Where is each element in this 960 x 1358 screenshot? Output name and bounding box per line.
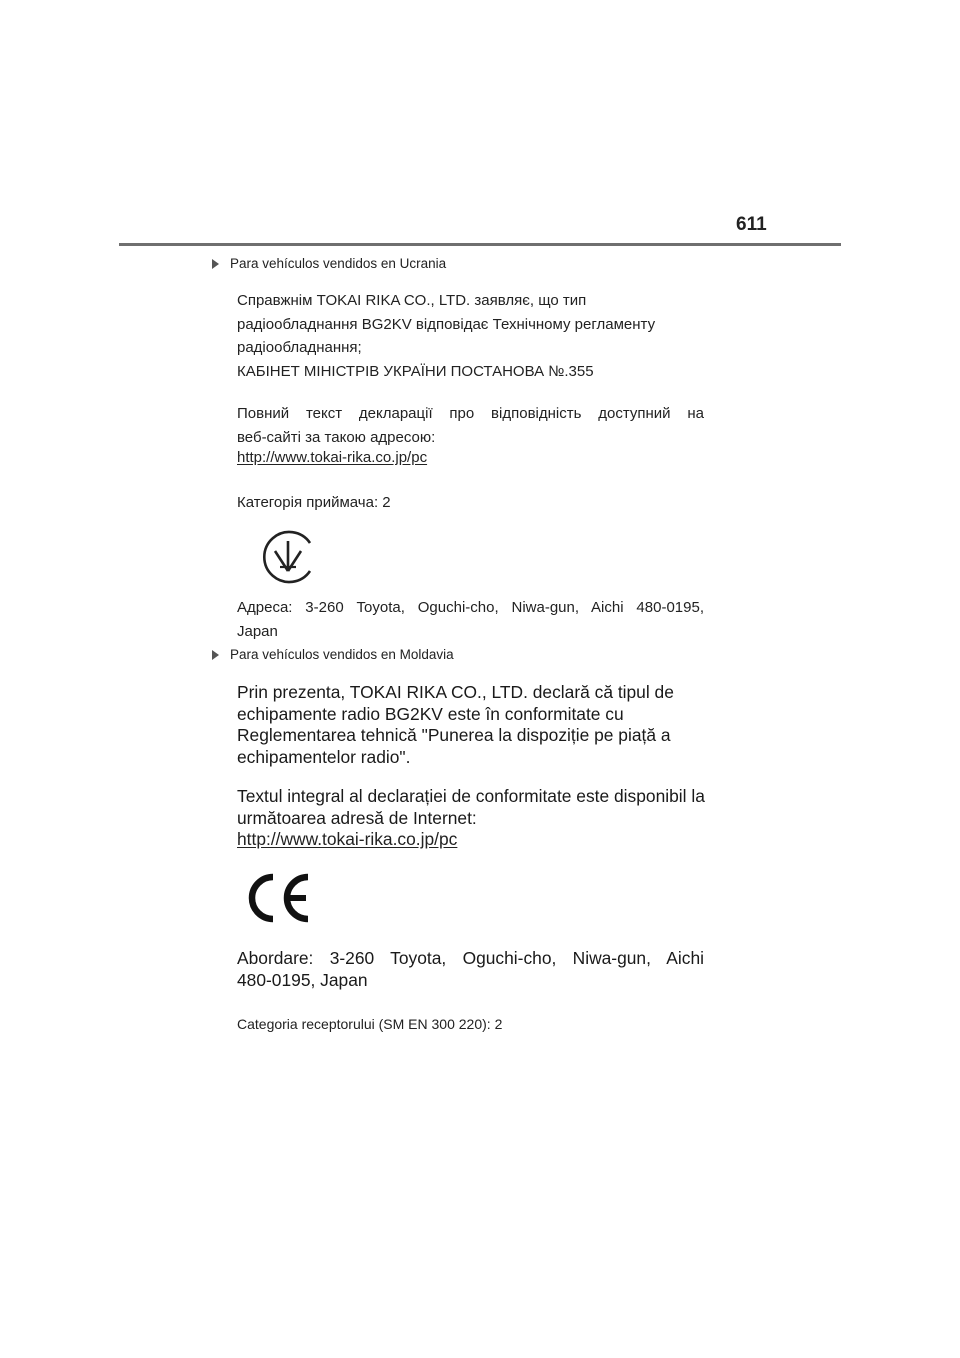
section-heading-ukraine-text: Para vehículos vendidos en Ucrania bbox=[230, 256, 447, 271]
moldova-address-line: Abordare: 3-260 Toyota, Oguchi-cho, Niwa-gun, Aichi bbox=[237, 948, 704, 968]
ukraine-address-line: Адреса: 3-260 Toyota, Oguchi-cho, Niwa-gun, Aichi 480-0195, bbox=[237, 599, 704, 616]
ukraine-declaration-link[interactable]: http://www.tokai-rika.co.jp/pc bbox=[237, 449, 428, 466]
triangle-bullet-icon bbox=[212, 650, 219, 660]
ce-mark-icon bbox=[243, 872, 313, 924]
ukraine-declaration-line: радіообладнання; bbox=[237, 339, 362, 356]
ukraine-fulltext-paragraph bbox=[237, 402, 704, 449]
section-heading-moldova-text: Para vehículos vendidos en Moldavia bbox=[230, 647, 454, 662]
ukraine-conformity-mark-icon bbox=[258, 527, 318, 587]
ukraine-declaration-line: КАБІНЕТ МІНІСТРІВ УКРАЇНИ ПОСТАНОВА №.355 bbox=[237, 362, 594, 380]
ukraine-fulltext-line: Повний текст декларації про відповідність доступний на bbox=[237, 405, 704, 422]
ukraine-declaration-line: Справжнім TOKAI RIKA CO., LTD. заявляє, що тип bbox=[237, 292, 587, 309]
moldova-address bbox=[237, 948, 704, 991]
ukraine-declaration-line: радіообладнання BG2KV відповідає Технічному регламенту bbox=[237, 315, 656, 333]
ukraine-declaration bbox=[237, 289, 655, 383]
header-rule bbox=[119, 243, 841, 246]
moldova-declaration-line: echipamentelor radio". bbox=[237, 746, 411, 767]
moldova-address-line: 480-0195, Japan bbox=[237, 969, 368, 990]
section-heading-moldova bbox=[212, 647, 454, 662]
moldova-declaration-line: echipamente radio BG2KV este în conformitate cu bbox=[237, 703, 624, 724]
moldova-receiver-category: Categoria receptorului (SM EN 300 220): 2 bbox=[237, 1016, 503, 1032]
ukraine-receiver-category: Категорія приймача: 2 bbox=[237, 494, 391, 511]
section-heading-ukraine bbox=[212, 256, 446, 271]
ukraine-fulltext-line: веб-сайті за такою адресою: bbox=[237, 428, 436, 446]
moldova-declaration-line: Prin prezenta, TOKAI RIKA CO., LTD. declară că tipul de bbox=[237, 682, 674, 702]
moldova-declaration-line: Reglementarea tehnică "Punerea la dispoziție pe piață a bbox=[237, 725, 671, 745]
moldova-fulltext-line: Textul integral al declarației de conformitate este disponibil la bbox=[237, 786, 705, 806]
moldova-fulltext-paragraph bbox=[237, 786, 705, 829]
page-number: 611 bbox=[736, 214, 767, 235]
moldova-declaration-link[interactable]: http://www.tokai-rika.co.jp/pc bbox=[237, 829, 458, 849]
moldova-fulltext-line: următoarea adresă de Internet: bbox=[237, 807, 477, 828]
ukraine-address bbox=[237, 596, 704, 643]
triangle-bullet-icon bbox=[212, 259, 219, 269]
ukraine-address-line: Japan bbox=[237, 622, 278, 640]
moldova-declaration bbox=[237, 682, 674, 768]
